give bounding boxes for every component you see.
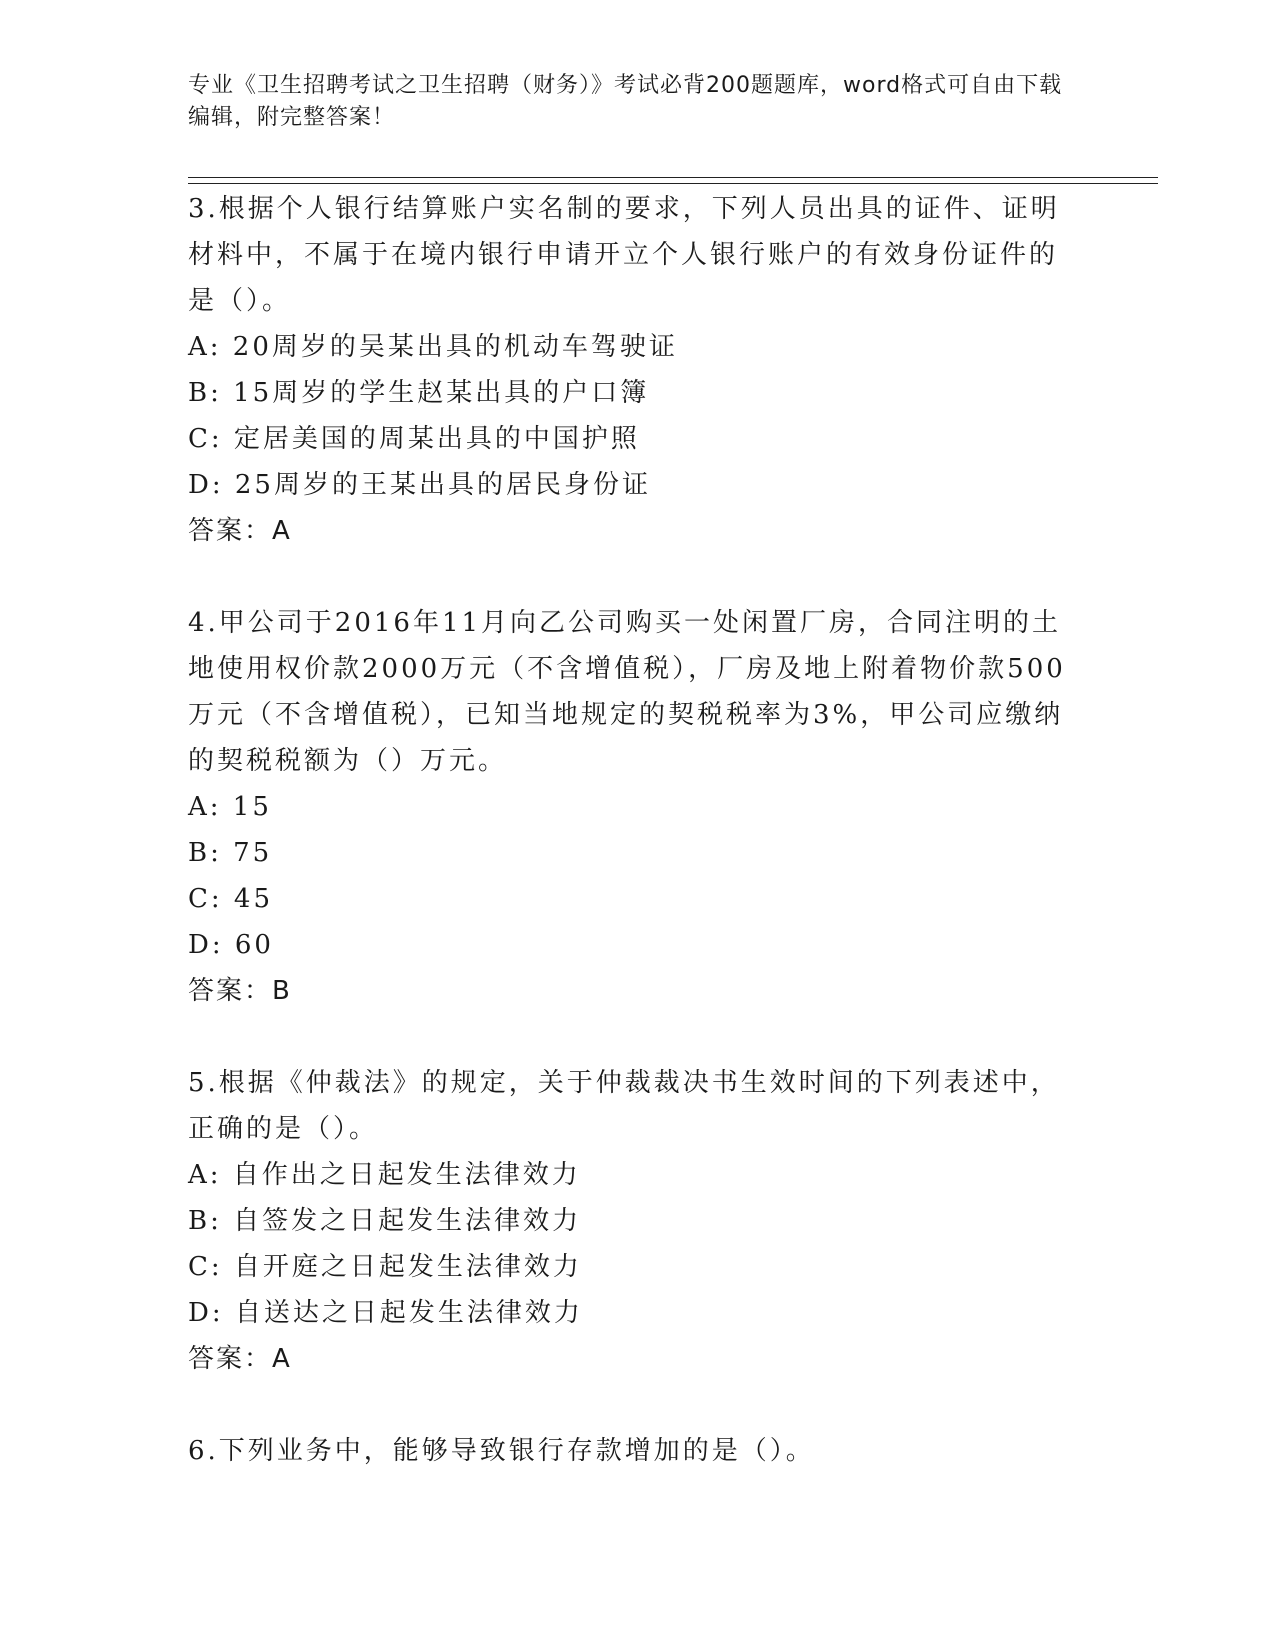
- option-d: D: 25周岁的王某出具的居民身份证: [188, 470, 651, 500]
- question-stem: 6.下列业务中，能够导致银行存款增加的是（）。: [188, 1436, 815, 1466]
- option-d: D: 自送达之日起发生法律效力: [188, 1298, 583, 1328]
- option-b: B: 75: [188, 838, 273, 868]
- question-stem: 3.根据个人银行结算账户实名制的要求，下列人员出具的证件、证明材料中，不属于在境内银行申请开立个人银行账户的有效身份证件的是（）。: [188, 194, 1060, 316]
- option-b: B: 15周岁的学生赵某出具的户口簿: [188, 378, 650, 408]
- option-c: C: 45: [188, 884, 274, 914]
- question-stem: 5.根据《仲裁法》的规定，关于仲裁裁决书生效时间的下列表述中，正确的是（）。: [188, 1068, 1060, 1144]
- question-4: [188, 600, 1068, 1014]
- header-rule-top: [188, 177, 1158, 178]
- question-6: [188, 1428, 1068, 1474]
- option-a: A: 自作出之日起发生法律效力: [188, 1160, 581, 1190]
- question-gap: [188, 1014, 1068, 1060]
- option-d: D: 60: [188, 930, 274, 960]
- option-b: B: 自签发之日起发生法律效力: [188, 1206, 582, 1236]
- question-list: [188, 186, 1068, 1474]
- answer-line: 答案：A: [188, 1344, 292, 1374]
- option-c: C: 定居美国的周某出具的中国护照: [188, 424, 640, 454]
- question-5: [188, 1060, 1068, 1382]
- document-header: 专业《卫生招聘考试之卫生招聘（财务）》考试必背200题题库，word格式可自由下载编辑，附完整答案！: [188, 73, 1063, 130]
- question-3: [188, 186, 1068, 554]
- header-rule-bottom: [188, 183, 1158, 184]
- option-c: C: 自开庭之日起发生法律效力: [188, 1252, 582, 1282]
- option-a: A: 15: [188, 792, 272, 822]
- answer-line: 答案：B: [188, 976, 292, 1006]
- question-gap: [188, 554, 1068, 600]
- option-a: A: 20周岁的吴某出具的机动车驾驶证: [188, 332, 678, 362]
- question-stem: 4.甲公司于2016年11月向乙公司购买一处闲置厂房，合同注明的土地使用权价款2000万元（不含增值税），厂房及地上附着物价款500万元（不含增值税），已知当地规定的契税税率为3%，甲公司应缴纳的契税税额为（）万元。: [188, 608, 1066, 776]
- answer-line: 答案：A: [188, 516, 292, 546]
- question-gap: [188, 1382, 1068, 1428]
